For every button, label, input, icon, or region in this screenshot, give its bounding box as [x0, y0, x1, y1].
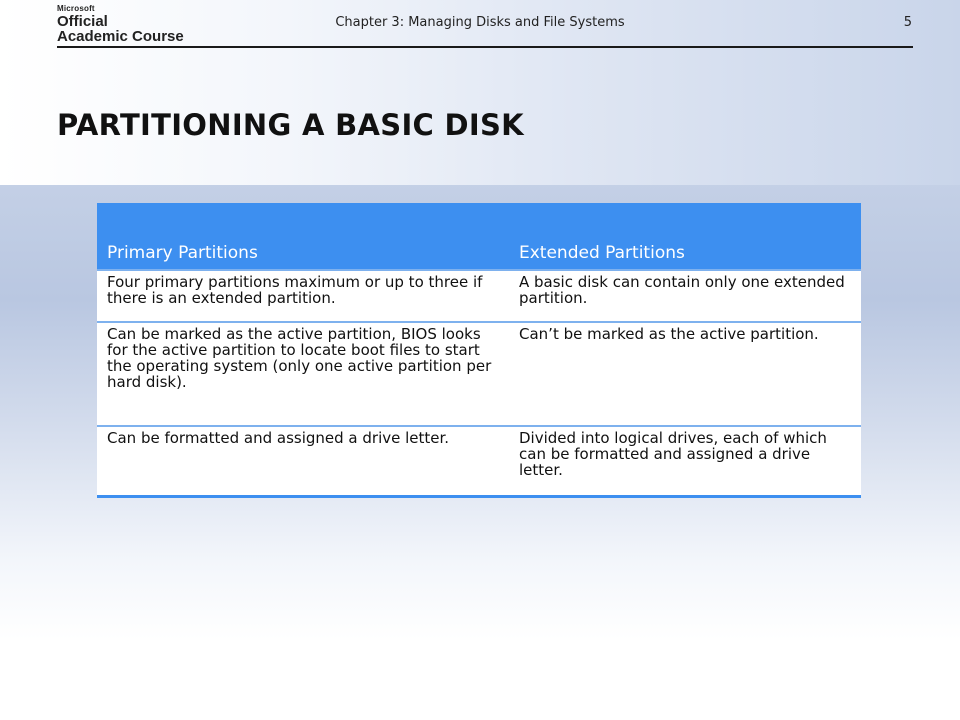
table-cell: Can be marked as the active partition, BIOS looks for the active partition to locate boot files to start the operating system (only one active partition per hard disk). [97, 322, 509, 426]
table-cell: A basic disk can contain only one extended partition. [509, 270, 861, 322]
table-header-row [97, 203, 861, 270]
table-cell: Can be formatted and assigned a drive letter. [97, 426, 509, 497]
column-header-extended: Extended Partitions [509, 203, 861, 270]
table-row [97, 270, 861, 322]
partition-comparison-table [97, 203, 861, 498]
column-header-primary: Primary Partitions [97, 203, 509, 270]
table-row [97, 322, 861, 426]
slide-title: PARTITIONING A BASIC DISK [57, 108, 524, 142]
microsoft-official-academic-course-logo [57, 4, 184, 45]
table-cell: Four primary partitions maximum or up to three if there is an extended partition. [97, 270, 509, 322]
logo-line-2: Academic Course [57, 28, 184, 45]
page-number: 5 [903, 15, 912, 30]
table-row [97, 426, 861, 497]
table-cell: Divided into logical drives, each of which can be formatted and assigned a drive letter. [509, 426, 861, 497]
logo-brand: Microsoft [57, 4, 95, 13]
table-cell: Can’t be marked as the active partition. [509, 322, 861, 426]
logo-line-1: Official [57, 13, 108, 30]
chapter-header: Chapter 3: Managing Disks and File Systems [335, 15, 625, 30]
header-rule [57, 46, 913, 48]
